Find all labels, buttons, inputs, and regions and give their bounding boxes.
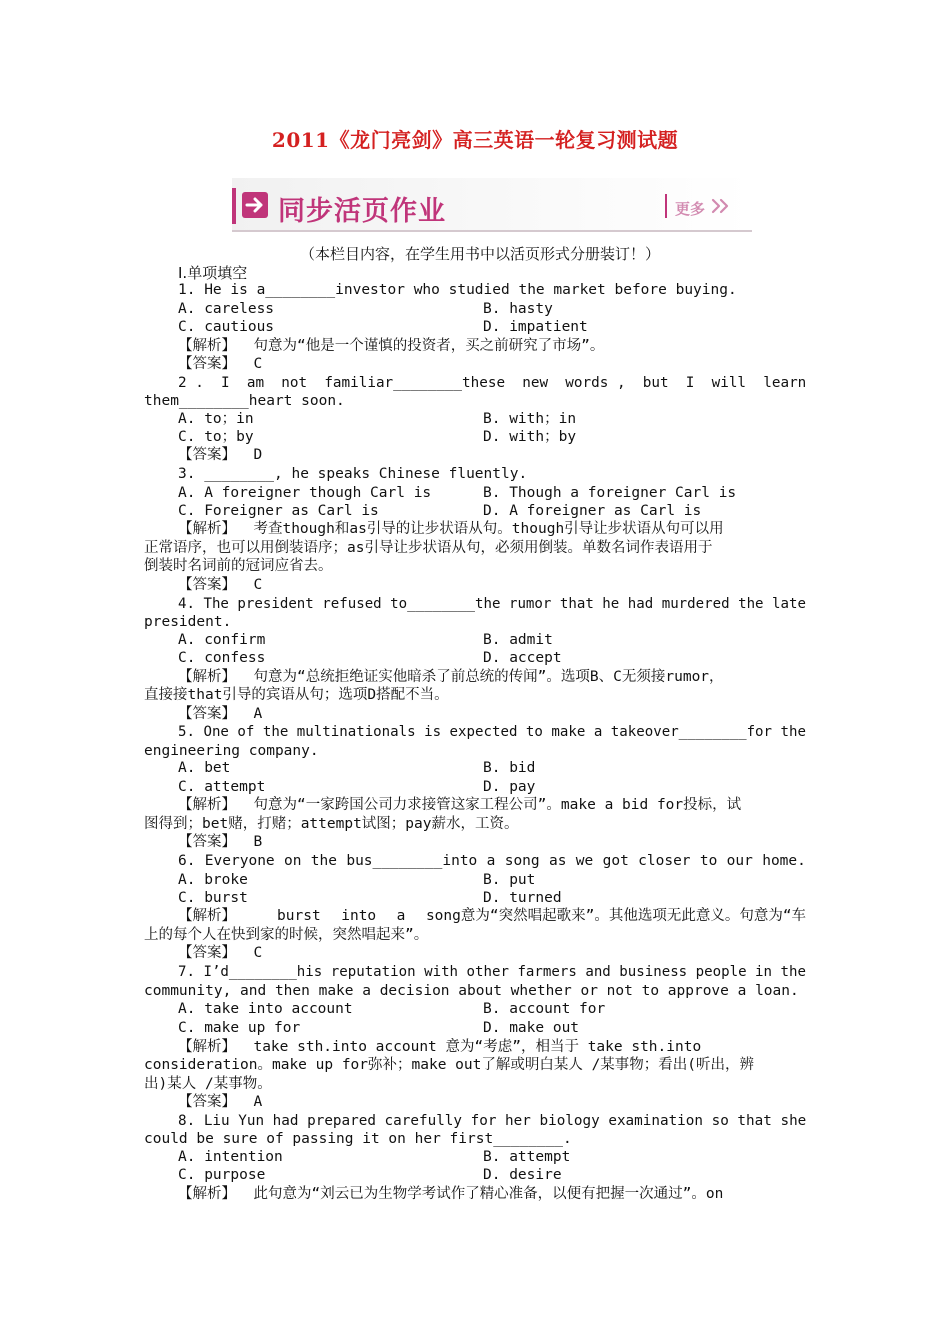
- answer: 【答案】 B: [178, 834, 263, 850]
- option-b: B. with；in: [483, 411, 577, 427]
- option-a: A. take into account: [178, 1001, 353, 1017]
- banner-title: 同步活页作业: [278, 196, 446, 227]
- option-b: B. bid: [483, 760, 536, 776]
- section-banner: [232, 178, 752, 230]
- option-c: C. make up for: [178, 1020, 301, 1036]
- banner-divider: [665, 194, 667, 218]
- explanation: 【解析】 考查though和as引导的让步状语从句。though引导让步状语从句可以用: [178, 521, 724, 537]
- explanation: 【解析】 此句意为“刘云已为生物学考试作了精心准备，以便有把握一次通过”。on: [178, 1186, 724, 1202]
- option-c: C. to；by: [178, 429, 254, 445]
- explanation-cont: 倒装时名词前的冠词应省去。: [144, 558, 333, 574]
- explanation-cont: 图得到；bet赌，打赌；attempt试图；pay薪水，工资。: [144, 816, 519, 832]
- option-a: A. A foreigner though Carl is: [178, 485, 432, 501]
- explanation: 【解析】 take sth.into account 意为“考虑”，相当于 take sth.into: [178, 1039, 702, 1055]
- explanation: 【解析】 句意为“总统拒绝证实他暗杀了前总统的传闻”。选项B、C无须接rumor，: [178, 669, 724, 685]
- option-a: A. careless: [178, 301, 275, 317]
- binding-notice: （本栏目内容，在学生用书中以活页形式分册装订！）: [300, 245, 661, 263]
- answer: 【答案】 D: [178, 447, 263, 463]
- explanation-cont: 出)某人 /某事物。: [144, 1076, 272, 1092]
- option-b: B. account for: [483, 1001, 606, 1017]
- option-c: C. purpose: [178, 1167, 266, 1183]
- option-c: C. attempt: [178, 779, 266, 795]
- explanation-cont: 上的每个人在快到家的时候，突然唱起来”。: [144, 927, 429, 943]
- option-a: A. confirm: [178, 632, 266, 648]
- question-stem: 2 . I am not familiar________these new words , but I will learn: [178, 375, 807, 391]
- explanation-cont: consideration。make up for弥补；make out了解或明白某人 /某事物；看出(听出，辨: [144, 1057, 755, 1073]
- question-stem: 7. I’d________his reputation with other farmers and business people in the: [178, 964, 806, 980]
- question-stem: 1. He is a________investor who studied the market before buying.: [178, 282, 737, 298]
- option-b: B. admit: [483, 632, 553, 648]
- option-d: D. A foreigner as Carl is: [483, 503, 702, 519]
- option-b: B. put: [483, 872, 536, 888]
- page-title: 2011《龙门亮剑》高三英语一轮复习测试题: [271, 128, 679, 152]
- question-stem: 3. ________, he speaks Chinese fluently.: [178, 466, 528, 482]
- question-stem-cont: them________heart soon.: [144, 393, 345, 409]
- option-a: A. broke: [178, 872, 248, 888]
- option-d: D. make out: [483, 1020, 580, 1036]
- explanation-cont: 直接接that引导的宾语从句；选项D搭配不当。: [144, 687, 449, 703]
- question-stem: 6. Everyone on the bus________into a song as we got closer to our home.: [178, 853, 806, 869]
- section-heading: I.单项填空: [178, 264, 248, 282]
- option-d: D. pay: [483, 779, 536, 795]
- question-stem-cont: community, and then make a decision about whether or not to approve a loan.: [144, 983, 799, 999]
- question-stem-cont: engineering company.: [144, 743, 319, 759]
- answer: 【答案】 A: [178, 706, 263, 722]
- double-chevron-right-icon[interactable]: [711, 198, 731, 218]
- option-b: B. hasty: [483, 301, 553, 317]
- option-d: D. turned: [483, 890, 562, 906]
- option-d: D. impatient: [483, 319, 588, 335]
- question-stem-cont: president.: [144, 614, 232, 630]
- explanation: 【解析】 句意为“一家跨国公司力求接管这家工程公司”。make a bid for投标，试: [178, 797, 742, 813]
- explanation: 【解析】 句意为“他是一个谨慎的投资者，买之前研究了市场”。: [178, 338, 605, 354]
- answer: 【答案】 A: [178, 1094, 263, 1110]
- option-d: D. with；by: [483, 429, 577, 445]
- option-c: C. Foreigner as Carl is: [178, 503, 379, 519]
- option-b: B. attempt: [483, 1149, 571, 1165]
- option-a: A. to；in: [178, 411, 254, 427]
- option-d: D. accept: [483, 650, 562, 666]
- question-stem-cont: could be sure of passing it on her first________.: [144, 1131, 572, 1147]
- option-c: C. burst: [178, 890, 248, 906]
- answer: 【答案】 C: [178, 577, 263, 593]
- option-a: A. intention: [178, 1149, 283, 1165]
- question-stem: 8. Liu Yun had prepared carefully for her biology examination so that she: [178, 1113, 807, 1129]
- banner-accent-bar: [232, 188, 236, 224]
- explanation: 【解析】 burst into a song意为“突然唱起歌来”。其他选项无此意义。句意为“车: [178, 908, 807, 924]
- explanation-cont: 正常语序，也可以用倒装语序；as引导让步状语从句，必须用倒装。单数名词作表语用于: [144, 540, 713, 556]
- question-stem: 5. One of the multinationals is expected to make a takeover________for the: [178, 724, 806, 740]
- question-stem: 4. The president refused to________the rumor that he had murdered the late: [178, 596, 806, 612]
- answer: 【答案】 C: [178, 945, 263, 961]
- answer: 【答案】 C: [178, 356, 263, 372]
- more-link[interactable]: 更多: [675, 200, 706, 218]
- option-c: C. cautious: [178, 319, 275, 335]
- option-c: C. confess: [178, 650, 266, 666]
- arrow-right-icon: [242, 192, 268, 218]
- option-d: D. desire: [483, 1167, 562, 1183]
- option-b: B. Though a foreigner Carl is: [483, 485, 737, 501]
- option-a: A. bet: [178, 760, 231, 776]
